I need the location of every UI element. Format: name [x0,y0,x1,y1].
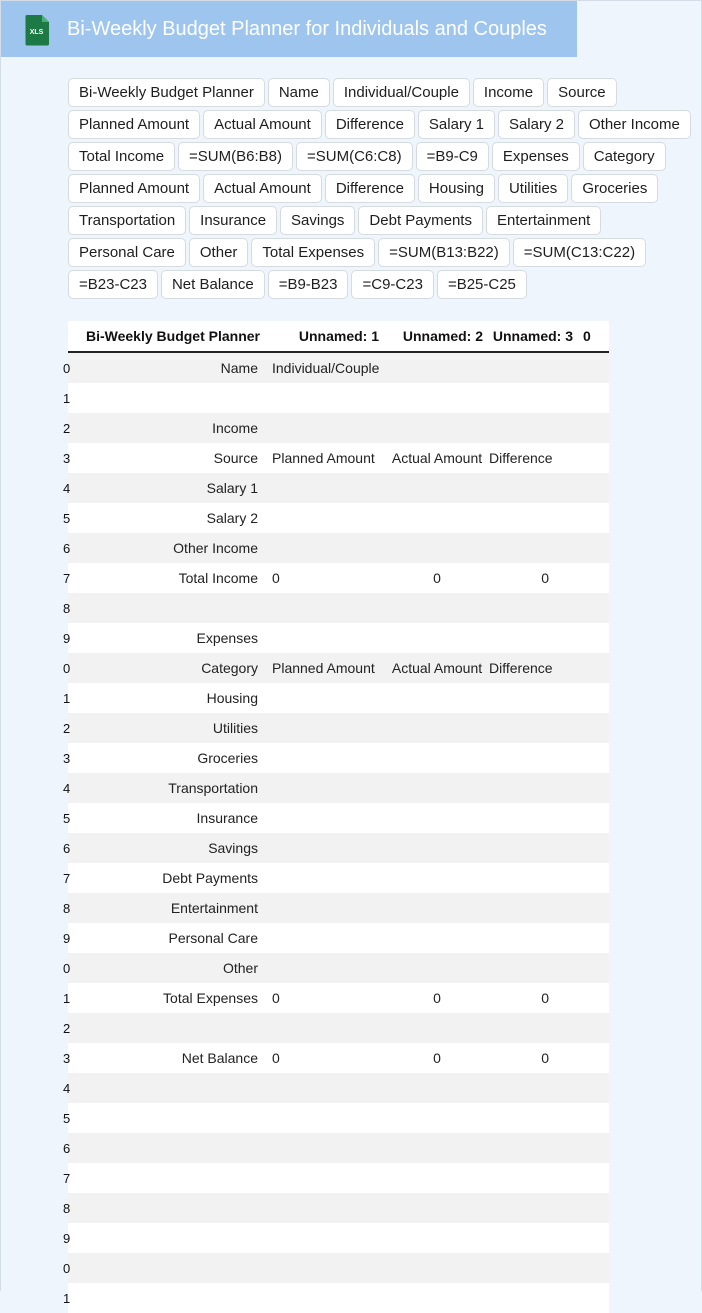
table-cell[interactable] [266,803,385,833]
table-cell[interactable] [579,1043,609,1073]
table-cell[interactable] [266,743,385,773]
table-cell[interactable] [579,833,609,863]
table-cell[interactable] [385,383,489,413]
table-cell[interactable] [266,713,385,743]
table-cell[interactable]: Name [74,352,266,383]
table-cell[interactable] [266,923,385,953]
table-cell[interactable]: 0 [266,1043,385,1073]
table-cell[interactable] [579,413,609,443]
table-cell[interactable] [385,473,489,503]
value-chip[interactable]: =B9-C9 [416,142,489,171]
table-cell[interactable]: 0 [385,983,489,1013]
table-cell[interactable] [266,1073,385,1103]
table-cell[interactable] [489,1133,579,1163]
table-cell[interactable]: Planned Amount [266,653,385,683]
row-index: 0 [68,653,74,683]
value-chip[interactable]: Actual Amount [203,110,322,139]
table-cell[interactable] [266,473,385,503]
table-cell[interactable] [489,533,579,563]
table-cell[interactable] [74,593,266,623]
table-cell[interactable]: Difference [489,653,579,683]
table-cell[interactable] [385,623,489,653]
table-row [68,352,609,383]
table-cell[interactable]: Entertainment [74,893,266,923]
row-index: 1 [68,683,74,713]
value-chip[interactable]: Housing [418,174,495,203]
table-cell[interactable] [579,443,609,473]
table-cell[interactable] [385,863,489,893]
table-cell[interactable] [266,383,385,413]
table-cell[interactable] [579,1133,609,1163]
table-cell[interactable] [489,923,579,953]
row-index: 6 [68,833,74,863]
table-row [68,1253,609,1283]
table-cell[interactable] [266,1253,385,1283]
value-chip[interactable]: Difference [325,174,415,203]
table-cell[interactable] [266,773,385,803]
value-chip[interactable]: Category [583,142,666,171]
table-cell[interactable] [579,713,609,743]
column-header[interactable]: Unnamed: 2 [385,321,489,352]
table-row [68,1223,609,1253]
table-cell[interactable] [74,1283,266,1313]
table-cell[interactable] [385,1163,489,1193]
value-chip[interactable]: =SUM(B13:B22) [378,238,510,267]
row-index: 5 [68,503,74,533]
table-cell[interactable] [489,413,579,443]
table-row [68,383,609,413]
table-cell[interactable]: Total Income [74,563,266,593]
table-cell[interactable] [385,803,489,833]
table-cell[interactable] [385,1253,489,1283]
title-bar [1,1,577,57]
table-row [68,563,609,593]
table-cell[interactable]: 0 [489,1043,579,1073]
table-row [68,923,609,953]
table-cell[interactable]: Other Income [74,533,266,563]
value-chip[interactable]: Debt Payments [358,206,483,235]
table-cell[interactable] [266,503,385,533]
table-cell[interactable] [579,623,609,653]
excel-file-icon [24,14,50,46]
row-index: 8 [68,593,74,623]
value-chip[interactable]: Other [189,238,249,267]
table-cell[interactable] [266,533,385,563]
row-index: 7 [68,563,74,593]
table-cell[interactable] [385,953,489,983]
table-cell[interactable] [579,863,609,893]
table-cell[interactable]: Housing [74,683,266,713]
table-cell[interactable]: Category [74,653,266,683]
svg-text:XLS: XLS [29,29,44,36]
table-cell[interactable] [266,623,385,653]
table-cell[interactable] [579,803,609,833]
table-cell[interactable] [266,593,385,623]
table-row [68,803,609,833]
table-row [68,1133,609,1163]
table-cell[interactable] [489,1253,579,1283]
column-header[interactable]: 0 [579,321,609,352]
value-chip[interactable]: Difference [325,110,415,139]
table-row [68,1073,609,1103]
row-index: 3 [68,1043,74,1073]
table-row [68,953,609,983]
table-row [68,1043,609,1073]
table-cell[interactable] [489,773,579,803]
value-chip[interactable]: Other Income [578,110,691,139]
table-cell[interactable]: Individual/Couple [266,352,385,383]
row-index: 6 [68,533,74,563]
value-chip[interactable]: Planned Amount [68,174,200,203]
value-chip[interactable]: Expenses [492,142,580,171]
header-value-chips [68,78,698,299]
table-row [68,1193,609,1223]
table-cell[interactable] [489,473,579,503]
table-cell[interactable]: Difference [489,443,579,473]
table-cell[interactable]: 0 [266,983,385,1013]
table-row [68,473,609,503]
table-cell[interactable] [385,743,489,773]
table-row [68,503,609,533]
table-cell[interactable] [489,803,579,833]
value-chip[interactable]: Groceries [571,174,658,203]
row-index: 9 [68,623,74,653]
table-cell[interactable] [74,1103,266,1133]
table-cell[interactable] [489,893,579,923]
table-cell[interactable] [385,1193,489,1223]
table-row [68,1013,609,1043]
column-header[interactable]: Bi-Weekly Budget Planner [74,321,266,352]
value-chip[interactable]: Savings [280,206,355,235]
table-cell[interactable] [385,893,489,923]
table-cell[interactable] [579,923,609,953]
table-cell[interactable] [266,1013,385,1043]
table-row [68,623,609,653]
table-row [68,683,609,713]
value-chip[interactable]: Utilities [498,174,568,203]
table-cell[interactable]: Planned Amount [266,443,385,473]
table-row [68,983,609,1013]
table-cell[interactable] [385,1133,489,1163]
table-cell[interactable]: Personal Care [74,923,266,953]
page-title: Bi-Weekly Budget Planner for Individuals and Couples [67,18,547,40]
table-cell[interactable] [385,923,489,953]
value-chip[interactable]: Actual Amount [203,174,322,203]
table-cell[interactable] [579,1253,609,1283]
table-cell[interactable]: 0 [385,1043,489,1073]
table-cell[interactable] [385,713,489,743]
table-cell[interactable] [489,1103,579,1133]
value-chip[interactable]: Net Balance [161,270,265,299]
table-cell[interactable] [579,893,609,923]
table-cell[interactable]: Salary 2 [74,503,266,533]
table-cell[interactable] [385,1073,489,1103]
table-row [68,1283,609,1313]
table-row [68,533,609,563]
table-cell[interactable] [579,593,609,623]
table-cell[interactable]: Expenses [74,623,266,653]
value-chip[interactable]: Salary 2 [498,110,575,139]
table-cell[interactable] [489,503,579,533]
row-index: 8 [68,1193,74,1223]
table-cell[interactable]: Groceries [74,743,266,773]
row-index: 7 [68,1163,74,1193]
row-index: 6 [68,1133,74,1163]
row-index: 2 [68,713,74,743]
data-table-container[interactable] [63,321,609,1313]
table-cell[interactable]: 0 [489,983,579,1013]
table-cell[interactable]: Insurance [74,803,266,833]
value-chip[interactable]: =SUM(C13:C22) [513,238,646,267]
row-index: 4 [68,1073,74,1103]
table-cell[interactable] [579,383,609,413]
column-header[interactable]: Unnamed: 1 [266,321,385,352]
row-index: 9 [68,923,74,953]
table-cell[interactable] [489,352,579,383]
row-index: 5 [68,1103,74,1133]
table-cell[interactable] [74,1253,266,1283]
table-row [68,413,609,443]
row-index: 8 [68,893,74,923]
table-cell[interactable] [266,953,385,983]
table-row [68,443,609,473]
row-index: 2 [68,413,74,443]
table-cell[interactable] [579,1193,609,1223]
table-row [68,743,609,773]
value-chip[interactable]: =B25-C25 [437,270,527,299]
table-cell[interactable] [489,1013,579,1043]
table-cell[interactable] [266,683,385,713]
value-chip[interactable]: Total Expenses [251,238,375,267]
value-chip[interactable]: Salary 1 [418,110,495,139]
table-cell[interactable] [266,893,385,923]
value-chip[interactable]: =B9-B23 [268,270,349,299]
row-index: 5 [68,803,74,833]
table-cell[interactable] [579,983,609,1013]
row-index: 7 [68,863,74,893]
table-cell[interactable]: Debt Payments [74,863,266,893]
value-chip[interactable]: Personal Care [68,238,186,267]
table-cell[interactable]: 0 [385,563,489,593]
table-cell[interactable] [385,773,489,803]
row-index: 1 [68,383,74,413]
table-cell[interactable] [489,833,579,863]
row-index: 0 [68,953,74,983]
value-chip[interactable]: =SUM(B6:B8) [178,142,293,171]
table-cell[interactable] [489,1073,579,1103]
value-chip[interactable]: =SUM(C6:C8) [296,142,413,171]
table-cell[interactable] [579,352,609,383]
table-cell[interactable] [385,1283,489,1313]
row-index: 1 [68,1283,74,1313]
table-cell[interactable] [74,1223,266,1253]
table-cell[interactable]: Utilities [74,713,266,743]
table-cell[interactable]: 0 [489,563,579,593]
table-cell[interactable] [489,743,579,773]
table-cell[interactable] [266,1103,385,1133]
table-cell[interactable]: Transportation [74,773,266,803]
value-chip[interactable]: Source [547,78,617,107]
table-row [68,833,609,863]
row-index: 4 [68,773,74,803]
table-cell[interactable] [385,683,489,713]
table-row [68,1163,609,1193]
table-row [68,863,609,893]
table-cell[interactable] [579,473,609,503]
data-table [63,321,609,1313]
value-chip[interactable]: =B23-C23 [68,270,158,299]
table-cell[interactable] [74,1073,266,1103]
table-cell[interactable]: Other [74,953,266,983]
value-chip[interactable]: Name [268,78,330,107]
table-cell[interactable] [489,1223,579,1253]
table-cell[interactable] [385,593,489,623]
table-cell[interactable] [266,1133,385,1163]
row-index: 3 [68,443,74,473]
table-cell[interactable] [489,383,579,413]
value-chip[interactable]: Transportation [68,206,186,235]
table-row [68,773,609,803]
table-cell[interactable] [579,563,609,593]
table-cell[interactable] [266,1223,385,1253]
table-cell[interactable] [266,1283,385,1313]
table-cell[interactable] [385,1013,489,1043]
row-index: 0 [68,1253,74,1283]
row-index: 2 [68,1013,74,1043]
table-cell[interactable] [74,1013,266,1043]
table-row [68,713,609,743]
table-cell[interactable] [385,1223,489,1253]
table-row [68,653,609,683]
table-cell[interactable] [579,1013,609,1043]
table-cell[interactable] [489,623,579,653]
table-cell[interactable] [266,1163,385,1193]
table-cell[interactable]: Savings [74,833,266,863]
table-cell[interactable] [489,1163,579,1193]
table-cell[interactable] [385,833,489,863]
value-chip[interactable]: =C9-C23 [351,270,433,299]
row-index: 4 [68,473,74,503]
table-cell[interactable] [385,1103,489,1133]
row-index: 3 [68,743,74,773]
table-cell[interactable] [385,503,489,533]
table-cell[interactable] [266,833,385,863]
row-index: 1 [68,983,74,1013]
table-cell[interactable] [489,713,579,743]
table-cell[interactable] [579,1103,609,1133]
table-cell[interactable] [74,383,266,413]
value-chip[interactable]: Insurance [189,206,277,235]
table-cell[interactable] [489,1193,579,1223]
table-cell[interactable] [579,503,609,533]
table-cell[interactable] [266,863,385,893]
table-cell[interactable] [489,593,579,623]
table-cell[interactable] [579,533,609,563]
table-cell[interactable] [579,1283,609,1313]
table-cell[interactable] [579,1223,609,1253]
value-chip[interactable]: Bi-Weekly Budget Planner [68,78,265,107]
table-cell[interactable] [579,1073,609,1103]
table-cell[interactable] [489,683,579,713]
table-header-row [68,321,609,352]
table-cell[interactable]: 0 [266,563,385,593]
table-cell[interactable] [266,1193,385,1223]
value-chip[interactable]: Income [473,78,544,107]
table-cell[interactable] [266,413,385,443]
table-cell[interactable] [385,533,489,563]
table-cell[interactable] [74,1133,266,1163]
table-cell[interactable] [579,683,609,713]
table-cell[interactable]: Total Expenses [74,983,266,1013]
table-cell[interactable] [579,743,609,773]
table-cell[interactable] [385,352,489,383]
table-cell[interactable] [74,1163,266,1193]
column-header[interactable]: Unnamed: 3 [489,321,579,352]
table-cell[interactable]: Actual Amount [385,653,489,683]
row-index: 9 [68,1223,74,1253]
table-cell[interactable] [489,863,579,893]
table-cell[interactable] [579,653,609,683]
table-cell[interactable] [579,1163,609,1193]
table-cell[interactable] [385,413,489,443]
table-cell[interactable]: Income [74,413,266,443]
table-cell[interactable]: Net Balance [74,1043,266,1073]
table-row [68,593,609,623]
value-chip[interactable]: Planned Amount [68,110,200,139]
table-cell[interactable] [489,1283,579,1313]
value-chip[interactable]: Individual/Couple [333,78,470,107]
table-cell[interactable]: Salary 1 [74,473,266,503]
table-cell[interactable] [579,953,609,983]
table-row [68,1103,609,1133]
table-row [68,893,609,923]
table-cell[interactable]: Actual Amount [385,443,489,473]
table-body [63,352,609,1313]
table-cell[interactable] [74,1193,266,1223]
table-cell[interactable] [579,773,609,803]
table-cell[interactable]: Source [74,443,266,473]
value-chip[interactable]: Total Income [68,142,175,171]
row-index: 0 [68,352,74,383]
table-cell[interactable] [489,953,579,983]
value-chip[interactable]: Entertainment [486,206,601,235]
